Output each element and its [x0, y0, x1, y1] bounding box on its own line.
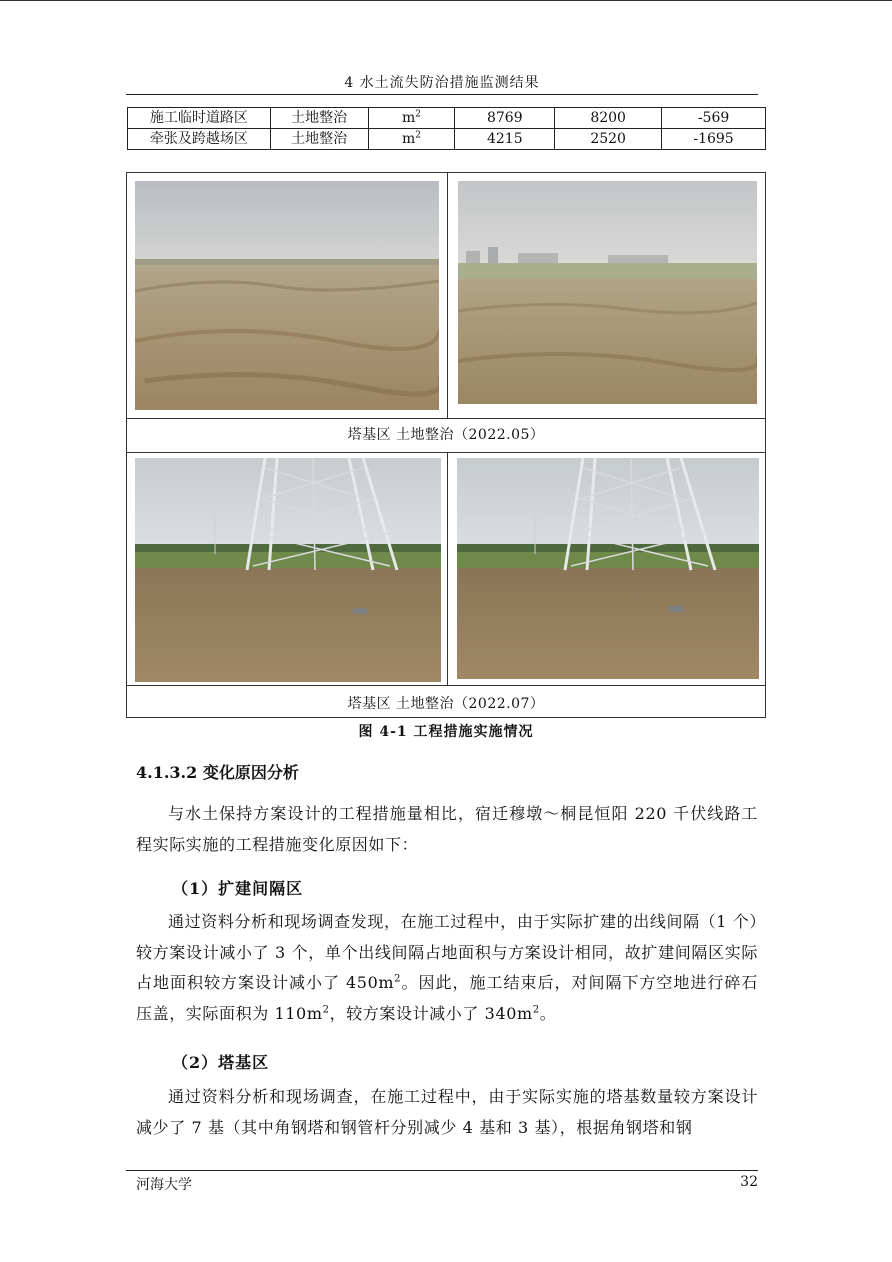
footer-rule	[126, 1170, 758, 1171]
paragraph-expansion-bay: 通过资料分析和现场调查发现，在施工过程中，由于实际扩建的出线间隔（1 个）较方案设计减小了 3 个，单个出线间隔占地面积与方案设计相同，故扩建间隔区实际占地面积较方案设计减小了 $450m^2$。因此，施工结束后，对间隔下方空地进行碎石压盖，实际面积为 $110m^2$，较方案设计减小了 $340m^2$。	[136, 912, 758, 1023]
cell-change: -1695	[662, 129, 766, 150]
running-header: 4 水土流失防治措施监测结果	[344, 75, 540, 91]
cell-area: 施工临时道路区	[128, 108, 271, 129]
grid-divider	[127, 418, 765, 419]
cell-unit: $m^2$	[368, 129, 455, 150]
page-number: 32	[740, 1174, 758, 1190]
cell-area: 牵张及跨越场区	[128, 129, 271, 150]
page-top-border	[0, 0, 892, 1]
photo-row-caption-1: 塔基区 土地整治（2022.05）	[347, 427, 545, 443]
cell-measure: 土地整治	[270, 108, 368, 129]
header-rule	[126, 94, 758, 95]
subheading-tower-base: （2）塔基区	[172, 1053, 270, 1072]
subheading-expansion-bay: （1）扩建间隔区	[172, 879, 304, 898]
figure-caption: 图 4-1 工程措施实施情况	[358, 724, 534, 740]
cell-change: -569	[662, 108, 766, 129]
photo-soil-field-2	[458, 181, 757, 404]
table-row	[128, 129, 766, 150]
cell-planned: 4215	[455, 129, 555, 150]
cell-planned: 8769	[455, 108, 555, 129]
photo-tower-base-1	[135, 458, 441, 682]
cell-measure: 土地整治	[270, 129, 368, 150]
grid-divider	[447, 452, 448, 685]
photo-tower-base-2	[457, 458, 759, 679]
paragraph-tower-base: 通过资料分析和现场调查，在施工过程中，由于实际实施的塔基数量较方案设计减少了 7 基（其中角钢塔和钢管杆分别减少 4 基和 3 基），根据角钢塔和钢	[136, 1087, 758, 1137]
table-row	[128, 108, 766, 129]
photo-row-caption-2: 塔基区 土地整治（2022.07）	[347, 696, 545, 712]
photo-soil-field-1	[135, 181, 439, 410]
photo-grid	[126, 172, 766, 718]
cell-actual: 8200	[555, 108, 662, 129]
grid-divider	[127, 685, 765, 686]
cell-actual: 2520	[555, 129, 662, 150]
cell-unit: $m^2$	[368, 108, 455, 129]
grid-divider	[447, 173, 448, 418]
intro-paragraph: 与水土保持方案设计的工程措施量相比，宿迁穆墩～桐昆恒阳 220 千伏线路工程实际实施的工程措施变化原因如下：	[136, 804, 758, 854]
grid-divider	[127, 452, 765, 453]
footer-institution: 河海大学	[136, 1177, 192, 1193]
measures-table	[127, 107, 766, 150]
section-heading: 4.1.3.2 变化原因分析	[136, 763, 299, 782]
